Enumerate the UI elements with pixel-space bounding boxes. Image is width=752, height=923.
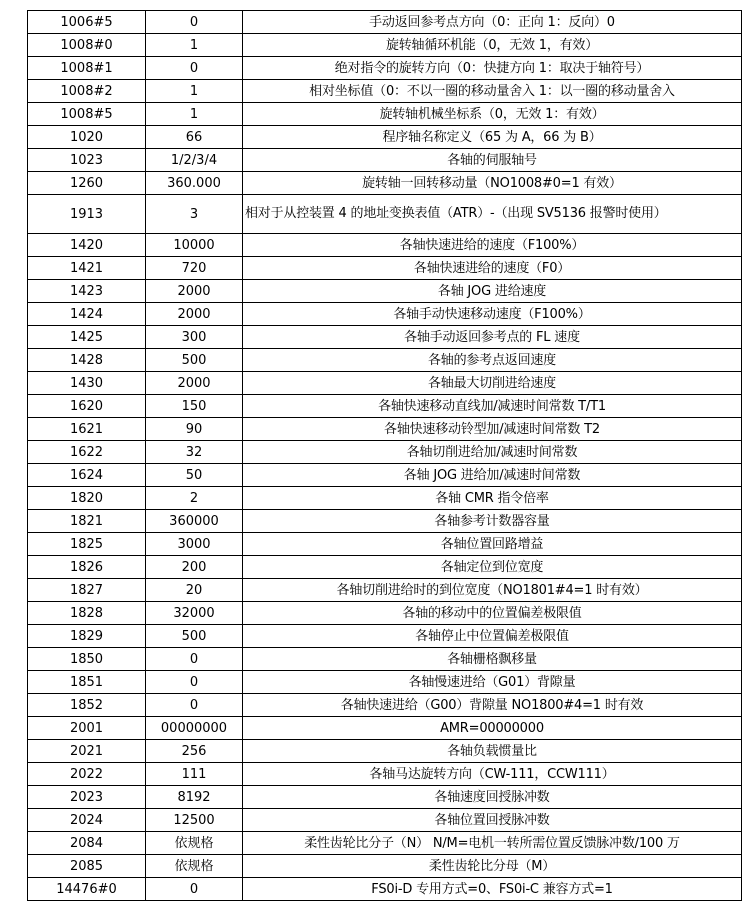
param-number-cell: 1424: [28, 303, 146, 326]
param-description-cell: 各轴的移动中的位置偏差极限值: [243, 602, 742, 625]
param-number-cell: 2085: [28, 855, 146, 878]
param-number-cell: 1425: [28, 326, 146, 349]
table-row: [28, 556, 742, 579]
table-row: [28, 855, 742, 878]
param-value-cell: 依规格: [146, 855, 243, 878]
param-value-cell: 32: [146, 441, 243, 464]
param-description-cell: 各轴位置回路增益: [243, 533, 742, 556]
param-value-cell: 500: [146, 349, 243, 372]
param-value-cell: 0: [146, 878, 243, 901]
table-row: [28, 195, 742, 234]
table-row: [28, 257, 742, 280]
param-number-cell: 1023: [28, 149, 146, 172]
param-description-cell: FS0i-D 专用方式=0、FS0i-C 兼容方式=1: [243, 878, 742, 901]
table-row: [28, 487, 742, 510]
table-row: [28, 878, 742, 901]
param-description-cell: 各轴的参考点返回速度: [243, 349, 742, 372]
table-row: [28, 648, 742, 671]
table-row: [28, 234, 742, 257]
param-number-cell: 2022: [28, 763, 146, 786]
param-description-cell: 各轴快速移动铃型加/减速时间常数 T2: [243, 418, 742, 441]
table-row: [28, 602, 742, 625]
param-number-cell: 1008#1: [28, 57, 146, 80]
param-value-cell: 200: [146, 556, 243, 579]
param-number-cell: 1624: [28, 464, 146, 487]
param-number-cell: 2021: [28, 740, 146, 763]
table-row: [28, 126, 742, 149]
table-row: [28, 740, 742, 763]
param-description-cell: 各轴栅格飘移量: [243, 648, 742, 671]
param-description-cell: 各轴手动快速移动速度（F100%）: [243, 303, 742, 326]
param-value-cell: 300: [146, 326, 243, 349]
param-number-cell: 1621: [28, 418, 146, 441]
param-number-cell: 1829: [28, 625, 146, 648]
table-row: [28, 763, 742, 786]
param-number-cell: 1428: [28, 349, 146, 372]
param-value-cell: 360000: [146, 510, 243, 533]
param-number-cell: 1820: [28, 487, 146, 510]
param-number-cell: 1825: [28, 533, 146, 556]
param-description-cell: 旋转轴一回转移动量（NO1008#0=1 有效）: [243, 172, 742, 195]
param-description-cell: 各轴马达旋转方向（CW-111，CCW111）: [243, 763, 742, 786]
param-value-cell: 1: [146, 80, 243, 103]
param-value-cell: 8192: [146, 786, 243, 809]
table-row: [28, 533, 742, 556]
param-value-cell: 1: [146, 103, 243, 126]
param-number-cell: 2084: [28, 832, 146, 855]
param-value-cell: 111: [146, 763, 243, 786]
param-value-cell: 32000: [146, 602, 243, 625]
param-number-cell: 1006#5: [28, 11, 146, 34]
param-description-cell: 相对于从控装置 4 的地址变换表值（ATR）-（出现 SV5136 报警时使用）: [243, 195, 742, 234]
table-row: [28, 280, 742, 303]
param-description-cell: 柔性齿轮比分母（M）: [243, 855, 742, 878]
param-value-cell: 720: [146, 257, 243, 280]
table-row: [28, 80, 742, 103]
param-value-cell: 500: [146, 625, 243, 648]
param-number-cell: 1913: [28, 195, 146, 234]
table-row: [28, 326, 742, 349]
param-value-cell: 360.000: [146, 172, 243, 195]
table-row: [28, 349, 742, 372]
param-description-cell: 各轴切削进给时的到位宽度（NO1801#4=1 时有效）: [243, 579, 742, 602]
param-value-cell: 2000: [146, 372, 243, 395]
param-value-cell: 2000: [146, 303, 243, 326]
param-description-cell: 各轴负载惯量比: [243, 740, 742, 763]
table-row: [28, 694, 742, 717]
param-value-cell: 66: [146, 126, 243, 149]
param-value-cell: 0: [146, 671, 243, 694]
param-description-cell: 各轴切削进给加/减速时间常数: [243, 441, 742, 464]
param-description-cell: 柔性齿轮比分子（N） N/M=电机一转所需位置反馈脉冲数/100 万: [243, 832, 742, 855]
param-description-cell: 旋转轴循环机能（0，无效 1，有效）: [243, 34, 742, 57]
param-description-cell: 绝对指令的旋转方向（0：快捷方向 1：取决于轴符号）: [243, 57, 742, 80]
param-description-cell: 各轴快速进给的速度（F100%）: [243, 234, 742, 257]
param-description-cell: 各轴快速进给（G00）背隙量 NO1800#4=1 时有效: [243, 694, 742, 717]
table-row: [28, 149, 742, 172]
table-row: [28, 441, 742, 464]
param-value-cell: 20: [146, 579, 243, 602]
table-row: [28, 372, 742, 395]
param-description-cell: 各轴快速进给的速度（F0）: [243, 257, 742, 280]
param-number-cell: 1826: [28, 556, 146, 579]
param-value-cell: 0: [146, 57, 243, 80]
param-value-cell: 2000: [146, 280, 243, 303]
param-value-cell: 150: [146, 395, 243, 418]
table-row: [28, 786, 742, 809]
param-description-cell: 各轴 JOG 进给加/减速时间常数: [243, 464, 742, 487]
table-row: [28, 464, 742, 487]
table-row: [28, 579, 742, 602]
param-number-cell: 1850: [28, 648, 146, 671]
param-description-cell: 旋转轴机械坐标系（0，无效 1：有效）: [243, 103, 742, 126]
param-value-cell: 12500: [146, 809, 243, 832]
table-row: [28, 303, 742, 326]
param-number-cell: 2001: [28, 717, 146, 740]
table-row: [28, 34, 742, 57]
param-value-cell: 0: [146, 11, 243, 34]
param-value-cell: 90: [146, 418, 243, 441]
param-number-cell: 1852: [28, 694, 146, 717]
param-number-cell: 1620: [28, 395, 146, 418]
param-number-cell: 1020: [28, 126, 146, 149]
param-number-cell: 1827: [28, 579, 146, 602]
table-row: [28, 172, 742, 195]
table-row: [28, 57, 742, 80]
table-row: [28, 809, 742, 832]
param-value-cell: 3: [146, 195, 243, 234]
param-description-cell: 手动返回参考点方向（0：正向 1：反向）0: [243, 11, 742, 34]
table-row: [28, 671, 742, 694]
table-row: [28, 11, 742, 34]
param-description-cell: 各轴快速移动直线加/减速时间常数 T/T1: [243, 395, 742, 418]
param-value-cell: 依规格: [146, 832, 243, 855]
param-number-cell: 1430: [28, 372, 146, 395]
param-number-cell: 14476#0: [28, 878, 146, 901]
param-number-cell: 1821: [28, 510, 146, 533]
param-description-cell: 各轴参考计数器容量: [243, 510, 742, 533]
param-number-cell: 1260: [28, 172, 146, 195]
param-number-cell: 1008#2: [28, 80, 146, 103]
param-value-cell: 1: [146, 34, 243, 57]
table-row: [28, 625, 742, 648]
param-value-cell: 00000000: [146, 717, 243, 740]
param-description-cell: 各轴手动返回参考点的 FL 速度: [243, 326, 742, 349]
param-description-cell: AMR=00000000: [243, 717, 742, 740]
param-description-cell: 相对坐标值（0：不以一圈的移动量舍入 1：以一圈的移动量舍入: [243, 80, 742, 103]
param-value-cell: 1/2/3/4: [146, 149, 243, 172]
param-number-cell: 1420: [28, 234, 146, 257]
param-description-cell: 各轴 JOG 进给速度: [243, 280, 742, 303]
param-description-cell: 各轴慢速进给（G01）背隙量: [243, 671, 742, 694]
param-description-cell: 各轴位置回授脉冲数: [243, 809, 742, 832]
param-description-cell: 程序轴名称定义（65 为 A，66 为 B）: [243, 126, 742, 149]
param-value-cell: 50: [146, 464, 243, 487]
param-value-cell: 256: [146, 740, 243, 763]
parameter-table: [27, 10, 742, 901]
table-row: [28, 717, 742, 740]
param-value-cell: 0: [146, 648, 243, 671]
param-number-cell: 1008#0: [28, 34, 146, 57]
param-description-cell: 各轴停止中位置偏差极限值: [243, 625, 742, 648]
param-number-cell: 1423: [28, 280, 146, 303]
table-row: [28, 418, 742, 441]
param-description-cell: 各轴速度回授脉冲数: [243, 786, 742, 809]
param-description-cell: 各轴定位到位宽度: [243, 556, 742, 579]
param-number-cell: 1851: [28, 671, 146, 694]
param-number-cell: 1622: [28, 441, 146, 464]
param-number-cell: 1421: [28, 257, 146, 280]
param-value-cell: 0: [146, 694, 243, 717]
table-row: [28, 395, 742, 418]
param-description-cell: 各轴的伺服轴号: [243, 149, 742, 172]
param-value-cell: 10000: [146, 234, 243, 257]
param-number-cell: 2023: [28, 786, 146, 809]
param-number-cell: 2024: [28, 809, 146, 832]
param-value-cell: 2: [146, 487, 243, 510]
table-row: [28, 510, 742, 533]
param-description-cell: 各轴最大切削进给速度: [243, 372, 742, 395]
table-row: [28, 103, 742, 126]
param-number-cell: 1828: [28, 602, 146, 625]
table-row: [28, 832, 742, 855]
param-description-cell: 各轴 CMR 指令倍率: [243, 487, 742, 510]
param-number-cell: 1008#5: [28, 103, 146, 126]
param-value-cell: 3000: [146, 533, 243, 556]
